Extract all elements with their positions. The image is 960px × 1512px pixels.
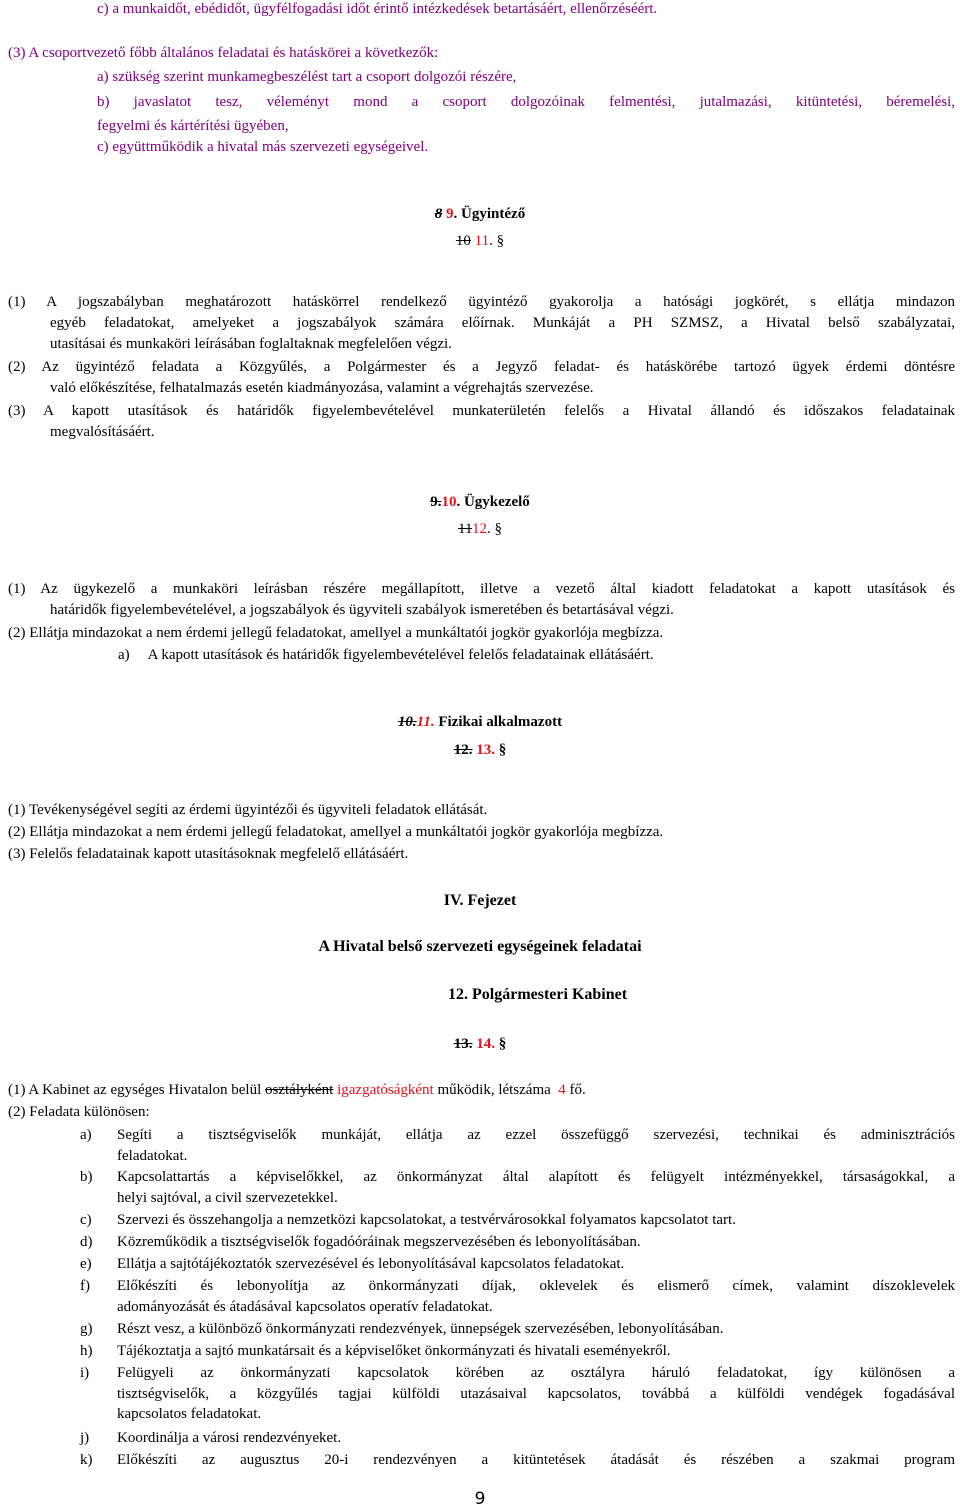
list-item-text: Előkészíti az augusztus 20-i rendezvényen a kitüntetések átadását és részében a szakmai program	[117, 1452, 955, 1468]
list-item-text: Tájékoztatja a sajtó munkatársait és a képviselőket önkormányzati és hivatali eseményekről.	[117, 1343, 671, 1359]
list-item-text: helyi sajtóval, a civil szervezetekkel.	[117, 1189, 338, 1206]
list-marker: e)	[80, 1256, 92, 1272]
list-item-text: Közreműködik a tisztségviselők fogadóóráinak megszervezésében és lebonyolításában.	[117, 1234, 641, 1250]
s11-p3: (3) Felelős feladatainak kapott utasításoknak megfelelő ellátásáért.	[8, 846, 409, 862]
list-item-text: tisztségviselők, a közgyűlés tagjai külföldi utazásaival kapcsolatos, továbbá a külföldi vendégek fogadásával	[117, 1385, 955, 1402]
list-item-b-line1: b) javaslatot tesz, véleményt mond a csoport dolgozóinak felmentési, jutalmazási, kitüntetési, béremelési,	[97, 94, 955, 110]
s10-p2: (2) Ellátja mindazokat a nem érdemi jellegű feladatokat, amellyel a munkáltatói jogkör gyakorlója megbízza.	[8, 625, 664, 641]
list-marker: i)	[80, 1365, 90, 1381]
list-item-text: Szervezi és összehangolja a nemzetközi kapcsolatokat, a testvérvárosokkal folyamatos kapcsolatot tart.	[117, 1212, 736, 1228]
paragraph-number-13: 12. 13. §	[453, 742, 507, 758]
s9-p1-line3: utasításai és munkaköri leírásában foglaltaknak megfelelően végzi.	[50, 336, 452, 352]
list-item-text: feladatokat.	[117, 1147, 188, 1164]
list-marker: f)	[80, 1278, 90, 1294]
list-item-c: c) együttműködik a hivatal más szervezeti egységeivel.	[97, 139, 429, 155]
s10-list-item-a: a) A kapott utasítások és határidők figyelembevételével felelős feladatainak ellátásáért.	[118, 647, 654, 663]
s10-p1-line2: határidők figyelembevételével, a jogszabályok és ügyviteli szabályok ismeretében és betartásával végzi.	[50, 602, 674, 618]
list-marker: b)	[80, 1169, 93, 1185]
list-marker: j)	[80, 1430, 90, 1446]
list-marker: k)	[80, 1452, 93, 1468]
chapter-p1: (1) A Kabinet az egységes Hivatalon belül osztályként igazgatóságként működik, létszáma 4 fő.	[8, 1082, 586, 1098]
s9-p1-line1: (1) A jogszabályban meghatározott hatáskörrel rendelkező ügyintéző gyakorolja a hatósági jogkörét, s ellátja mindazon	[8, 294, 955, 310]
list-item-text: Koordinálja a városi rendezvényeket.	[117, 1430, 342, 1446]
s9-p1-line2: egyéb feladatokat, amelyeket a jogszabályok számára előírnak. Munkáját a PH SZMSZ, a Hivatal belső szabályzatai,	[50, 315, 955, 331]
list-item-text: Kapcsolattartás a képviselőkkel, az önkormányzat által alapított és felügyelt intézményekkel, társaságokkal, a	[117, 1169, 955, 1185]
list-marker: g)	[80, 1321, 93, 1337]
s9-p2-line1: (2) Az ügyintéző feladata a Közgyűlés, a Polgármester és a Jegyző feladat- és hatáskörébe tartozó ügyek érdemi döntésre	[8, 359, 955, 375]
paragraph-3-heading: (3) A csoportvezető főbb általános feladatai és hatáskörei a következők:	[8, 45, 439, 61]
list-marker: c)	[80, 1212, 92, 1228]
list-item-text: Segíti a tisztségviselők munkáját, ellátja az ezzel összefüggő szervezési, technikai és adminisztrációs	[117, 1127, 955, 1143]
list-marker: a)	[80, 1127, 92, 1143]
list-item-b-line2: fegyelmi és kártérítési ügyében,	[97, 118, 289, 134]
paragraph-number-12: 1112. §	[458, 521, 502, 537]
section-title-polgarmesteri-kabinet: 12. Polgármesteri Kabinet	[448, 986, 628, 1003]
paragraph-number-14: 13. 14. §	[453, 1036, 507, 1052]
list-item-text: Felügyeli az önkormányzati kapcsolatok körében az osztályra háruló feladatokat, így különösen a	[117, 1365, 955, 1381]
list-marker: h)	[80, 1343, 93, 1359]
chapter-title: IV. Fejezet	[443, 892, 517, 909]
list-item-text: kapcsolatos feladatokat.	[117, 1406, 262, 1422]
s11-p2: (2) Ellátja mindazokat a nem érdemi jellegű feladatokat, amellyel a munkáltatói jogkör gyakorlója megbízza.	[8, 824, 664, 840]
s11-p1: (1) Tevékenységével segíti az érdemi ügyintézői és ügyviteli feladatok ellátását.	[8, 802, 488, 818]
list-item-text: Részt vesz, a különböző önkormányzati rendezvények, ünnepségek szervezésében, lebonyolításában.	[117, 1321, 724, 1337]
list-marker: d)	[80, 1234, 93, 1250]
chapter-subtitle: A Hivatal belső szervezeti egységeinek feladatai	[318, 938, 642, 955]
list-item-text: Előkészíti és lebonyolítja az önkormányzati díjak, oklevelek és elismerő címek, valamint díszoklevelek	[117, 1278, 955, 1294]
section-title-ugyintezo: 8 9. Ügyintéző	[434, 206, 526, 222]
s10-p1-line1: (1) Az ügykezelő a munkaköri leírásban részére megállapított, illetve a vezető által kiadott feladatokat a kapott utasítások és	[8, 581, 955, 597]
paragraph-number-11: 10 11. §	[455, 233, 505, 249]
list-item-c-work-time: c) a munkaidőt, ebédidőt, ügyfélfogadási időt érintő intézkedések betartásáért, ellenőrzéséért.	[97, 1, 658, 17]
list-item-text: Ellátja a sajtótájékoztatók szervezésével és lebonyolításával kapcsolatos feladatokat.	[117, 1256, 625, 1272]
section-title-fizikai-alkalmazott: 10.11. Fizikai alkalmazott	[397, 714, 563, 730]
page-number: 9	[474, 1489, 486, 1509]
s9-p3-line1: (3) A kapott utasítások és határidők figyelembevételével munkaterületén felelős a Hivatal állandó és időszakos feladatainak	[8, 403, 955, 419]
list-item-a: a) szükség szerint munkamegbeszélést tart a csoport dolgozói részére,	[97, 69, 517, 85]
s9-p3-line2: megvalósításáért.	[50, 424, 155, 440]
s9-p2-line2: való előkészítése, felhatalmazás esetén kiadmányozása, valamint a végrehajtás szervezése.	[50, 380, 594, 396]
chapter-p2: (2) Feladata különösen:	[8, 1104, 150, 1120]
list-item-text: adományozását és átadásával kapcsolatos operatív feladatokat.	[117, 1298, 493, 1315]
section-title-ugykezelo: 9.10. Ügykezelő	[430, 494, 530, 510]
